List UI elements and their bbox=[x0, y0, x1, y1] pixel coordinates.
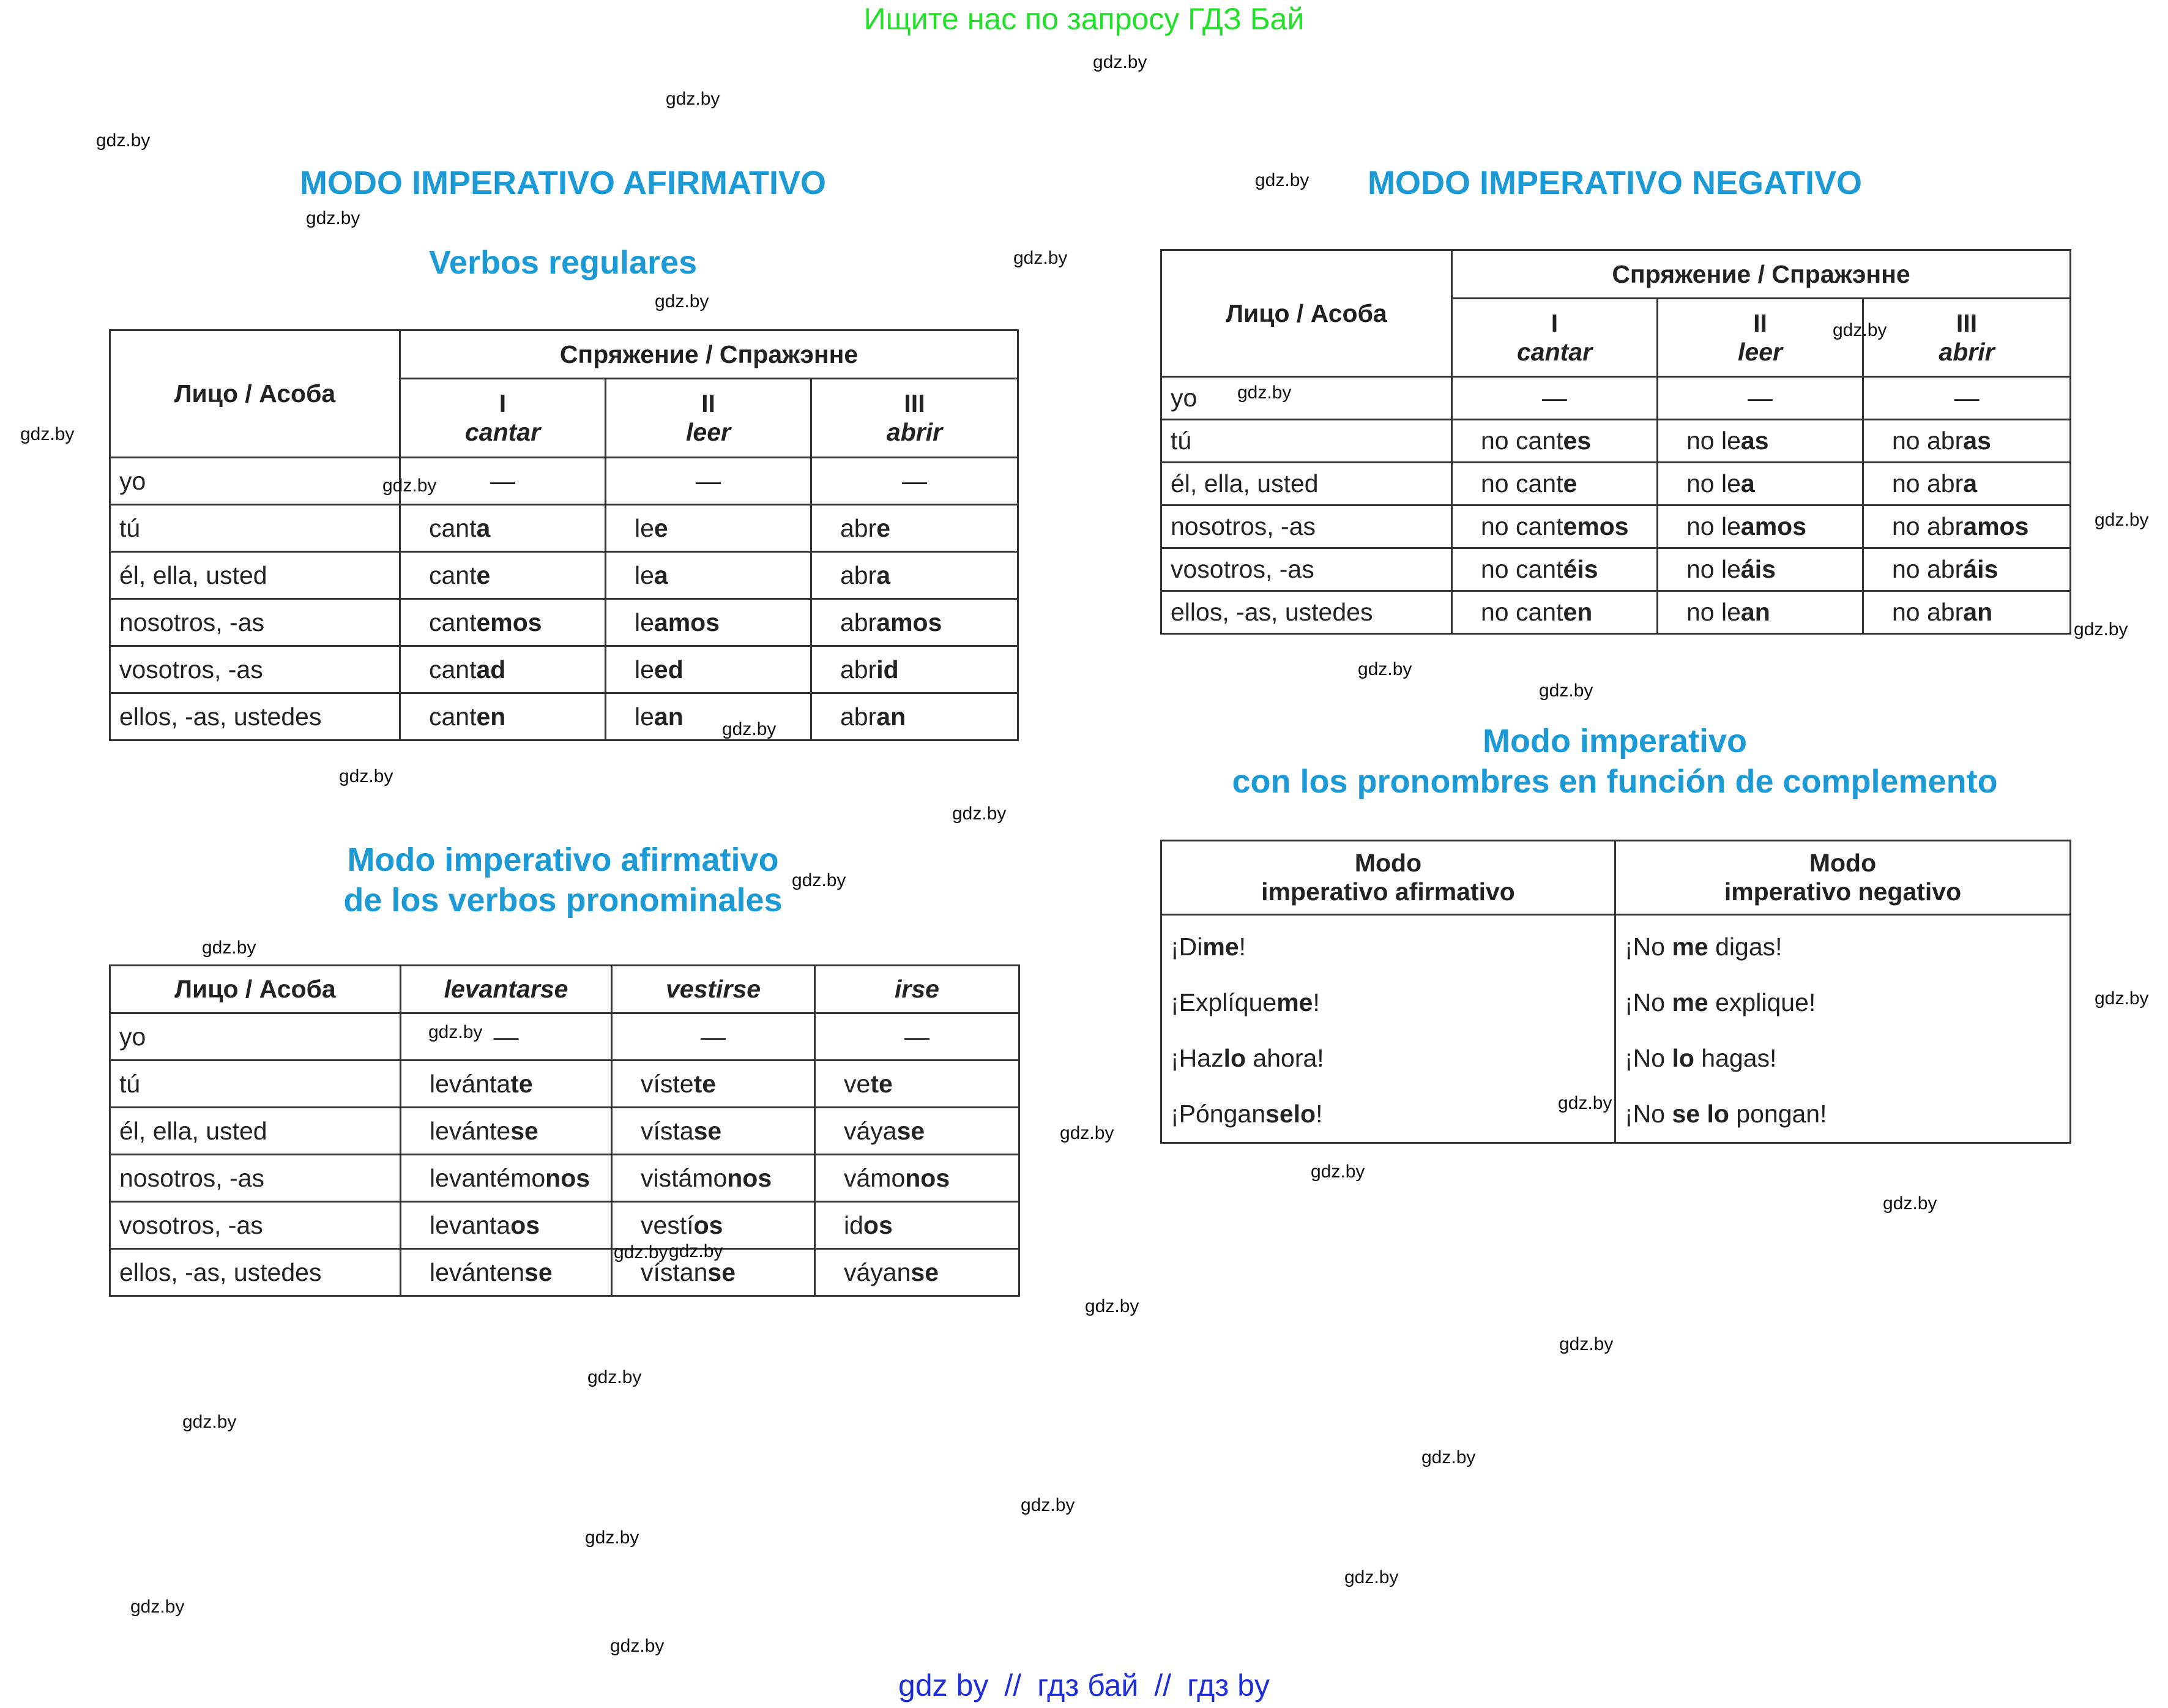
form-cell bbox=[815, 1108, 1019, 1155]
form-cell bbox=[1452, 505, 1658, 548]
form-stem: cant bbox=[429, 608, 477, 636]
form-ending: os bbox=[863, 1210, 893, 1239]
example-line bbox=[1625, 1086, 2061, 1142]
form-cell bbox=[401, 1202, 612, 1249]
form-ending: id bbox=[876, 655, 899, 684]
form-cell bbox=[401, 1061, 612, 1108]
form-stem: abr bbox=[840, 561, 877, 589]
form-ending: a bbox=[1963, 469, 1978, 498]
form-stem: abr bbox=[840, 513, 877, 542]
watermark: gdz.by bbox=[1421, 1447, 1476, 1467]
watermark: gdz.by bbox=[1093, 52, 1147, 72]
watermark: gdz.by bbox=[96, 130, 151, 151]
form-stem: no abr bbox=[1892, 598, 1964, 626]
example-segment: ! bbox=[1313, 988, 1320, 1016]
form-stem: le bbox=[635, 513, 654, 542]
form-stem: cant bbox=[429, 655, 477, 684]
form-stem: levanta bbox=[430, 1210, 511, 1239]
form-cell bbox=[1863, 505, 2071, 548]
watermark: gdz.by bbox=[1237, 382, 1292, 403]
form-stem: — bbox=[701, 1022, 726, 1051]
example-line bbox=[1625, 919, 2061, 975]
form-cell bbox=[1452, 420, 1658, 463]
form-stem: váya bbox=[844, 1116, 897, 1145]
example-segment: me bbox=[1672, 988, 1708, 1016]
form-ending: os bbox=[510, 1210, 540, 1239]
person-cell: vosotros, -as bbox=[110, 1202, 401, 1249]
example-segment: explique! bbox=[1708, 988, 1816, 1016]
example-segment: me bbox=[1202, 933, 1239, 961]
form-cell bbox=[815, 1013, 1019, 1061]
form-cell bbox=[1658, 377, 1863, 420]
form-cell bbox=[1658, 591, 1863, 634]
form-ending: an bbox=[654, 702, 684, 731]
form-stem: no le bbox=[1686, 427, 1741, 455]
form-stem: no le bbox=[1686, 555, 1741, 583]
form-ending: a bbox=[876, 561, 891, 589]
form-ending: e bbox=[1563, 469, 1578, 498]
bottom-banner-separator: // bbox=[1154, 1668, 1172, 1702]
watermark: gdz.by bbox=[1255, 170, 1309, 190]
form-ending: ad bbox=[476, 655, 506, 684]
form-stem: id bbox=[844, 1210, 863, 1239]
form-stem: cant bbox=[429, 513, 477, 542]
example-line bbox=[1171, 975, 1606, 1031]
form-stem: váyan bbox=[844, 1258, 911, 1286]
form-cell bbox=[1452, 463, 1658, 505]
person-cell: yo bbox=[110, 458, 400, 505]
watermark: gdz.by bbox=[2074, 619, 2128, 640]
form-stem: abr bbox=[840, 702, 877, 731]
form-ending: as bbox=[1740, 427, 1769, 455]
form-ending: an bbox=[1963, 598, 1993, 626]
table-row bbox=[1161, 591, 2071, 634]
form-ending: se bbox=[911, 1258, 939, 1286]
form-cell bbox=[811, 505, 1018, 552]
form-ending: áis bbox=[1963, 555, 1999, 583]
verb-column-header: irse bbox=[815, 966, 1019, 1013]
bottom-banner-link[interactable]: гдз бай bbox=[1037, 1668, 1139, 1702]
form-stem: le bbox=[635, 561, 654, 589]
form-stem: levánten bbox=[430, 1258, 525, 1286]
form-stem: vámo bbox=[844, 1163, 906, 1192]
pronominales-title: Modo imperativo afirmativo de los verbos pronominales bbox=[343, 841, 783, 919]
form-ending: te bbox=[510, 1069, 533, 1098]
pronombres-table bbox=[1160, 840, 2071, 1144]
form-stem: vestí bbox=[641, 1210, 694, 1239]
form-ending: emos bbox=[1563, 512, 1629, 540]
watermark: gdz.by bbox=[20, 424, 75, 444]
person-header: Лицо / Асоба bbox=[1161, 250, 1452, 377]
example-segment: ¡Póngan bbox=[1171, 1100, 1266, 1128]
table-row bbox=[1161, 463, 2071, 505]
form-stem: — bbox=[1748, 384, 1773, 412]
form-ending: e bbox=[654, 513, 668, 542]
bottom-banner-link[interactable]: gdz by bbox=[898, 1668, 989, 1702]
form-cell bbox=[815, 1061, 1019, 1108]
form-cell bbox=[400, 693, 606, 740]
form-cell bbox=[612, 1061, 815, 1108]
form-cell bbox=[606, 458, 811, 505]
watermark: gdz.by bbox=[587, 1367, 642, 1387]
form-cell bbox=[606, 646, 811, 693]
form-cell bbox=[1452, 377, 1658, 420]
form-ending: amos bbox=[1963, 512, 2029, 540]
watermark: gdz.by bbox=[1539, 681, 1593, 701]
watermark: gdz.by bbox=[202, 938, 256, 958]
person-cell: tú bbox=[110, 505, 400, 552]
watermark: gdz.by bbox=[792, 870, 846, 890]
form-ending: nos bbox=[905, 1163, 950, 1192]
form-cell bbox=[1452, 548, 1658, 591]
table-row bbox=[110, 1155, 1019, 1202]
form-ending: ed bbox=[654, 655, 684, 684]
table-row bbox=[110, 1249, 1019, 1296]
pronombres-title: Modo imperativo con los pronombres en función de complemento bbox=[1232, 723, 1998, 800]
bottom-banner-separator: // bbox=[1004, 1668, 1022, 1702]
form-ending: es bbox=[1563, 427, 1592, 455]
form-stem: abr bbox=[840, 655, 877, 684]
form-cell bbox=[1863, 548, 2071, 591]
table-row bbox=[110, 1061, 1019, 1108]
person-cell: ellos, -as, ustedes bbox=[110, 693, 400, 740]
watermark: gdz.by bbox=[1344, 1567, 1399, 1587]
example-line bbox=[1171, 919, 1606, 975]
example-segment: lo bbox=[1672, 1044, 1694, 1072]
form-cell bbox=[401, 1108, 612, 1155]
example-segment: me bbox=[1276, 988, 1313, 1016]
example-segment: ! bbox=[1239, 933, 1246, 961]
form-cell bbox=[401, 1155, 612, 1202]
form-stem: no cant bbox=[1481, 555, 1563, 583]
person-cell: él, ella, usted bbox=[110, 1108, 401, 1155]
form-ending: se bbox=[693, 1116, 722, 1145]
afirmativo-table bbox=[109, 329, 1019, 741]
form-stem: — bbox=[696, 466, 721, 495]
form-ending: a bbox=[654, 561, 668, 589]
example-segment: ¡Haz bbox=[1171, 1044, 1224, 1072]
form-cell bbox=[811, 552, 1018, 599]
table-row bbox=[110, 552, 1018, 599]
form-stem: — bbox=[1542, 384, 1567, 412]
form-ending: a bbox=[1740, 469, 1755, 498]
table-row bbox=[110, 458, 1018, 505]
form-stem: le bbox=[635, 608, 654, 636]
person-cell: nosotros, -as bbox=[110, 1155, 401, 1202]
form-stem: levánta bbox=[430, 1069, 511, 1098]
watermark: gdz.by bbox=[1559, 1334, 1614, 1354]
form-cell bbox=[1863, 377, 2071, 420]
person-cell: yo bbox=[1161, 377, 1452, 420]
watermark: gdz.by bbox=[1085, 1296, 1139, 1316]
example-segment: me bbox=[1672, 933, 1708, 961]
form-ending: amos bbox=[654, 608, 720, 636]
form-stem: — bbox=[904, 1022, 929, 1051]
watermark: gdz.by bbox=[655, 291, 709, 311]
table-row bbox=[1161, 420, 2071, 463]
form-stem: le bbox=[635, 702, 654, 731]
form-ending: te bbox=[870, 1069, 893, 1098]
form-stem: no cant bbox=[1481, 512, 1563, 540]
conjugation-column: I cantar bbox=[400, 379, 606, 458]
person-cell: vosotros, -as bbox=[1161, 548, 1452, 591]
form-ending: emos bbox=[476, 608, 542, 636]
form-cell bbox=[811, 599, 1018, 646]
form-stem: vístan bbox=[641, 1258, 708, 1286]
example-segment: ¡Explíque bbox=[1171, 988, 1277, 1016]
form-ending: te bbox=[693, 1069, 717, 1098]
watermark: gdz.by bbox=[585, 1527, 639, 1548]
watermark: gdz.by bbox=[1358, 659, 1412, 679]
verb-column-header: levantarse bbox=[401, 966, 612, 1013]
form-ending: amos bbox=[876, 608, 942, 636]
watermark: gdz.by bbox=[2095, 510, 2149, 530]
form-cell bbox=[606, 552, 811, 599]
form-ending: se bbox=[524, 1258, 553, 1286]
form-cell bbox=[1658, 505, 1863, 548]
form-ending: en bbox=[1563, 598, 1593, 626]
afirmativo-body bbox=[110, 458, 1018, 740]
bottom-banner-link[interactable]: гдз by bbox=[1187, 1668, 1270, 1702]
person-cell: él, ella, usted bbox=[110, 552, 400, 599]
form-ending: áis bbox=[1740, 555, 1776, 583]
watermark: gdz.by bbox=[1013, 248, 1068, 268]
bottom-banner bbox=[0, 1668, 2168, 1703]
form-cell bbox=[1658, 420, 1863, 463]
verb-column-header: vestirse bbox=[612, 966, 815, 1013]
table-row bbox=[110, 599, 1018, 646]
watermark: gdz.by bbox=[1311, 1162, 1365, 1182]
conjugation-column: II leer bbox=[1658, 299, 1863, 377]
example-segment: ¡No bbox=[1625, 933, 1672, 961]
watermark: gdz.by bbox=[428, 1022, 483, 1042]
watermark: gdz.by bbox=[339, 766, 393, 786]
table-row bbox=[110, 1108, 1019, 1155]
form-cell bbox=[1658, 548, 1863, 591]
pronominales-body bbox=[110, 1013, 1019, 1296]
negativo-title: MODO IMPERATIVO NEGATIVO bbox=[1367, 165, 1863, 201]
conjugation-column: I cantar bbox=[1452, 299, 1658, 377]
col-afirmativo-header: Modo imperativo afirmativo bbox=[1161, 841, 1615, 915]
watermark: gdz.by bbox=[2095, 988, 2149, 1009]
negativo-table bbox=[1160, 249, 2071, 635]
form-cell bbox=[811, 458, 1018, 505]
form-cell bbox=[606, 599, 811, 646]
form-stem: víste bbox=[641, 1069, 694, 1098]
example-line bbox=[1171, 1086, 1606, 1142]
watermark: gdz.by bbox=[306, 208, 360, 228]
person-cell: él, ella, usted bbox=[1161, 463, 1452, 505]
form-ending: nos bbox=[545, 1163, 590, 1192]
example-segment: ¡Di bbox=[1171, 933, 1203, 961]
example-segment: ¡No bbox=[1625, 1044, 1672, 1072]
form-stem: vísta bbox=[641, 1116, 694, 1145]
afirmativo-subtitle: Verbos regulares bbox=[428, 244, 698, 281]
example-segment: ¡No bbox=[1625, 1100, 1672, 1128]
form-stem: cant bbox=[429, 561, 477, 589]
form-stem: no le bbox=[1686, 512, 1741, 540]
watermark: gdz.by bbox=[952, 804, 1007, 824]
example-segment: selo bbox=[1265, 1100, 1316, 1128]
form-ending: as bbox=[1963, 427, 1991, 455]
form-ending: se bbox=[896, 1116, 925, 1145]
form-cell bbox=[606, 693, 811, 740]
form-cell bbox=[401, 1249, 612, 1296]
example-line bbox=[1625, 1031, 2061, 1086]
form-ending: e bbox=[876, 513, 891, 542]
negativo-body bbox=[1161, 377, 2071, 634]
form-cell bbox=[1452, 591, 1658, 634]
form-stem: — bbox=[1954, 384, 1980, 412]
example-segment: ahora! bbox=[1246, 1044, 1324, 1072]
form-cell bbox=[815, 1202, 1019, 1249]
example-segment: ¡No bbox=[1625, 988, 1672, 1016]
person-cell: vosotros, -as bbox=[110, 646, 400, 693]
form-cell bbox=[400, 599, 606, 646]
person-cell: yo bbox=[110, 1013, 401, 1061]
person-cell: tú bbox=[1161, 420, 1452, 463]
form-ending: an bbox=[876, 702, 906, 731]
form-ending: éis bbox=[1563, 555, 1598, 583]
form-stem: ve bbox=[844, 1069, 871, 1098]
conjugation-header: Спряжение / Спражэнне bbox=[1452, 250, 2071, 299]
watermark: gdz.by bbox=[669, 1241, 723, 1261]
form-ending: se bbox=[510, 1116, 538, 1145]
form-stem: levantémo bbox=[430, 1163, 546, 1192]
person-cell: nosotros, -as bbox=[1161, 505, 1452, 548]
form-cell bbox=[400, 646, 606, 693]
watermark: gdz.by bbox=[382, 475, 437, 496]
watermark: gdz.by bbox=[722, 719, 777, 739]
table-row bbox=[1161, 377, 2071, 420]
form-ending: nos bbox=[727, 1163, 772, 1192]
form-stem: no abr bbox=[1892, 512, 1964, 540]
form-ending: en bbox=[476, 702, 506, 731]
example-segment: pongan! bbox=[1729, 1100, 1827, 1128]
watermark: gdz.by bbox=[1833, 320, 1887, 340]
form-ending: se bbox=[707, 1258, 736, 1286]
table-row bbox=[110, 646, 1018, 693]
example-line bbox=[1171, 1031, 1606, 1086]
person-cell: ellos, -as, ustedes bbox=[1161, 591, 1452, 634]
form-stem: no cant bbox=[1481, 469, 1563, 498]
watermark: gdz.by bbox=[614, 1242, 668, 1262]
form-stem: no abr bbox=[1892, 469, 1964, 498]
form-stem: no cant bbox=[1481, 427, 1563, 455]
form-stem: cant bbox=[429, 702, 477, 731]
form-stem: vistámo bbox=[641, 1163, 728, 1192]
table-row bbox=[110, 505, 1018, 552]
person-cell: tú bbox=[110, 1061, 401, 1108]
form-cell bbox=[612, 1155, 815, 1202]
form-cell bbox=[1658, 463, 1863, 505]
table-row bbox=[110, 1013, 1019, 1061]
form-cell bbox=[811, 646, 1018, 693]
example-segment: ! bbox=[1316, 1100, 1323, 1128]
form-stem: levánte bbox=[430, 1116, 511, 1145]
form-cell bbox=[1863, 420, 2071, 463]
person-cell: nosotros, -as bbox=[110, 599, 400, 646]
form-cell bbox=[815, 1249, 1019, 1296]
example-line bbox=[1625, 975, 2061, 1031]
form-cell bbox=[400, 505, 606, 552]
form-stem: no abr bbox=[1892, 427, 1964, 455]
form-stem: no le bbox=[1686, 469, 1741, 498]
conjugation-column: II leer bbox=[606, 379, 811, 458]
example-segment: digas! bbox=[1708, 933, 1782, 961]
form-cell bbox=[1863, 591, 2071, 634]
col-negativo-header: Modo imperativo negativo bbox=[1615, 841, 2071, 915]
conjugation-column: III abrir bbox=[811, 379, 1018, 458]
pronombres-negativo-cell bbox=[1615, 915, 2071, 1143]
watermark: gdz.by bbox=[1060, 1123, 1114, 1143]
form-stem: le bbox=[635, 655, 654, 684]
form-stem: no cant bbox=[1481, 598, 1563, 626]
form-cell bbox=[400, 552, 606, 599]
form-cell bbox=[606, 505, 811, 552]
person-header: Лицо / Асоба bbox=[110, 330, 400, 458]
form-cell bbox=[815, 1155, 1019, 1202]
table-row bbox=[110, 1202, 1019, 1249]
example-segment: lo bbox=[1223, 1044, 1246, 1072]
watermark: gdz.by bbox=[1883, 1193, 1937, 1214]
form-ending: e bbox=[476, 561, 491, 589]
afirmativo-title: MODO IMPERATIVO AFIRMATIVO bbox=[300, 165, 826, 201]
pronominales-table bbox=[109, 964, 1020, 1297]
watermark: gdz.by bbox=[1021, 1495, 1075, 1515]
form-cell bbox=[612, 1108, 815, 1155]
example-segment: se lo bbox=[1672, 1100, 1729, 1128]
form-stem: — bbox=[493, 1022, 519, 1051]
form-ending: os bbox=[693, 1210, 723, 1239]
form-stem: — bbox=[490, 466, 515, 495]
conjugation-column: III abrir bbox=[1863, 299, 2071, 377]
watermark: gdz.by bbox=[130, 1597, 185, 1617]
person-header: Лицо / Асоба bbox=[110, 966, 401, 1013]
watermark: gdz.by bbox=[1558, 1093, 1612, 1113]
form-ending: an bbox=[1740, 598, 1770, 626]
watermark: gdz.by bbox=[610, 1636, 665, 1656]
form-cell bbox=[1863, 463, 2071, 505]
form-ending: a bbox=[476, 513, 491, 542]
form-stem: abr bbox=[840, 608, 877, 636]
form-cell bbox=[612, 1013, 815, 1061]
form-cell bbox=[811, 693, 1018, 740]
form-stem: no le bbox=[1686, 598, 1741, 626]
pronombres-afirmativo-cell bbox=[1161, 915, 1615, 1143]
form-stem: no abr bbox=[1892, 555, 1964, 583]
table-row bbox=[1161, 505, 2071, 548]
person-cell: ellos, -as, ustedes bbox=[110, 1249, 401, 1296]
watermark: gdz.by bbox=[182, 1412, 237, 1432]
top-banner: Ищите нас по запросу ГДЗ Бай bbox=[863, 2, 1305, 36]
example-segment: hagas! bbox=[1694, 1044, 1777, 1072]
conjugation-header: Спряжение / Спражэнне bbox=[400, 330, 1018, 379]
table-row bbox=[110, 693, 1018, 740]
watermark: gdz.by bbox=[666, 89, 720, 109]
table-row bbox=[1161, 548, 2071, 591]
form-ending: amos bbox=[1740, 512, 1807, 540]
form-stem: — bbox=[902, 466, 927, 495]
